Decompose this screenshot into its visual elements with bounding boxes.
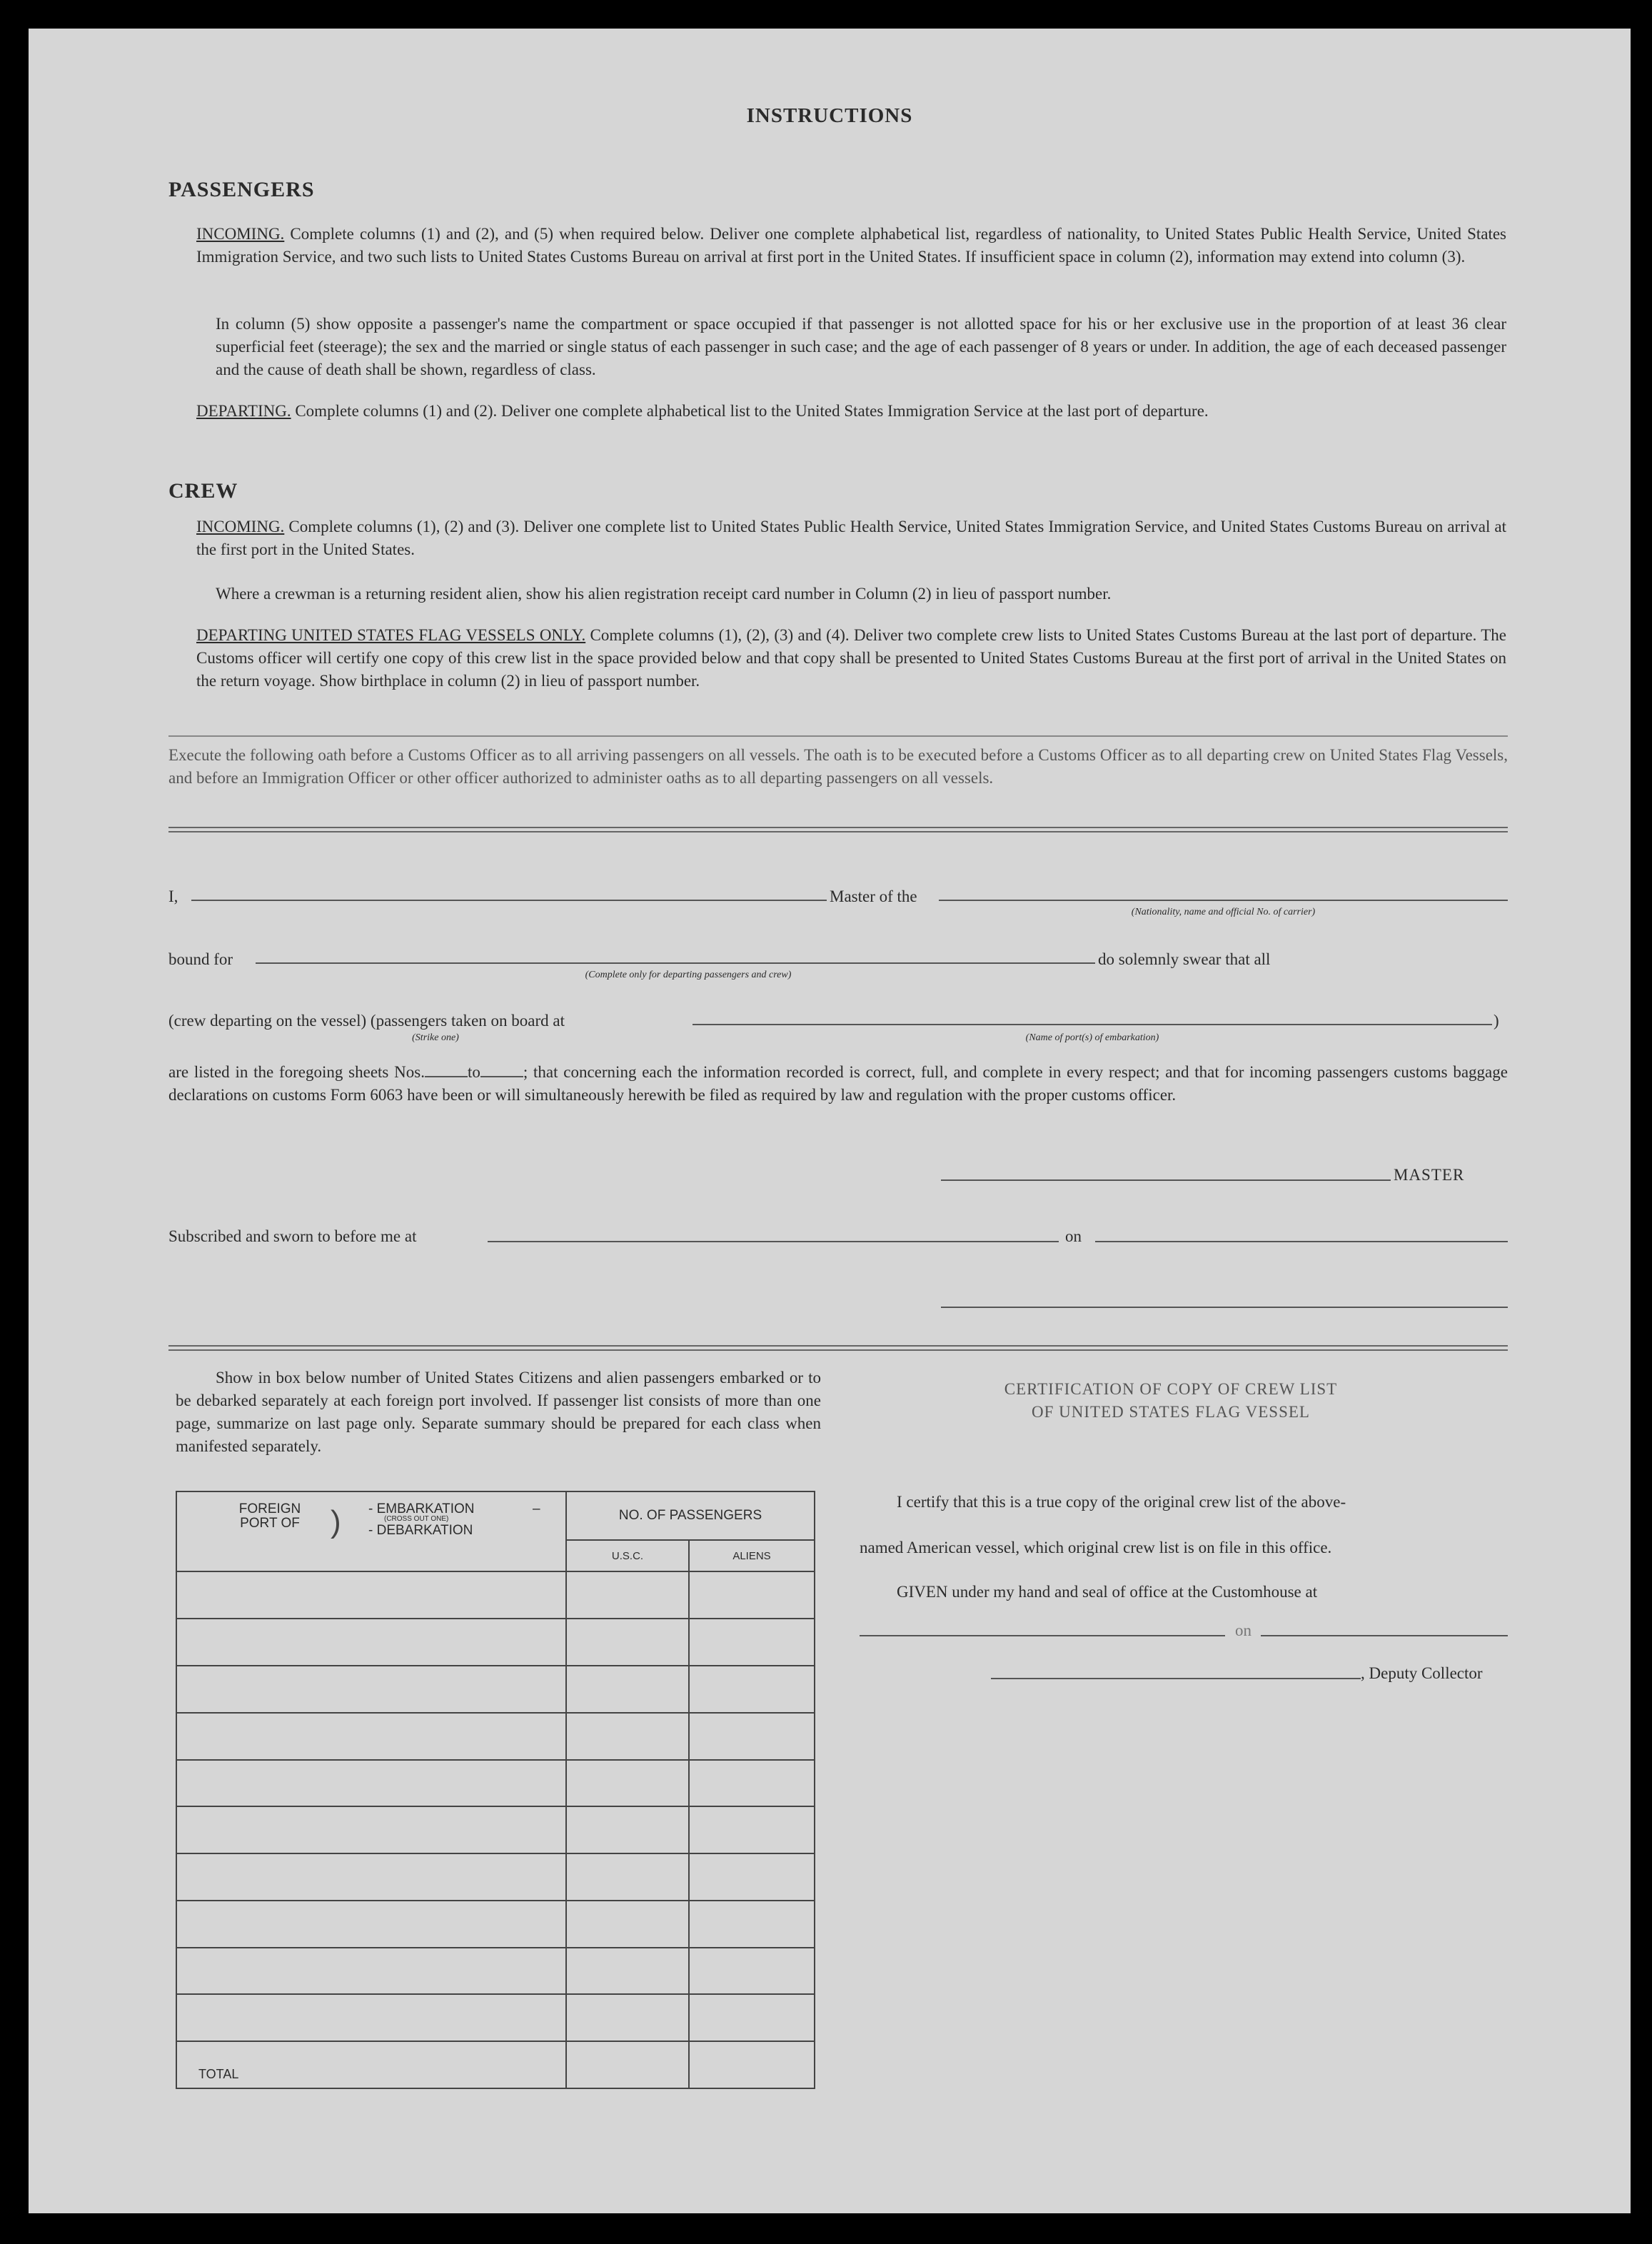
officer-signature-field[interactable] — [941, 1307, 1508, 1308]
usc-cell[interactable] — [566, 1619, 689, 1666]
passengers-departing-text: Complete columns (1) and (2). Deliver one complete alphabetical list to the United States Immigration Service at the last port of departure. — [295, 402, 1209, 420]
bound-for-caption: (Complete only for departing passengers and crew) — [585, 970, 792, 980]
port-cell[interactable] — [176, 1994, 566, 2041]
crew-incoming-label: INCOMING. — [196, 518, 285, 535]
swear-label: do solemnly swear that all — [1095, 948, 1270, 971]
aliens-cell[interactable] — [689, 1666, 815, 1713]
total-label: TOTAL — [176, 2041, 566, 2088]
certification-title-line1: CERTIFICATION OF COPY OF CREW LIST — [1004, 1380, 1338, 1398]
customhouse-field[interactable] — [860, 1635, 1225, 1636]
certify-line2: named American vessel, which original crew list is on file in this office. — [860, 1539, 1332, 1556]
port-cell[interactable] — [176, 1853, 566, 1901]
summary-instructions: Show in box below number of United States Citizens and alien passengers embarked or to be debarked separately at each foreign port involved. If passenger list consists of more than one page, summarize on last page only. Separate summary should be prepared for each class when manifested separately. — [176, 1369, 821, 1455]
crew-departing-label: (crew departing on the vessel) (passengers taken on board at — [168, 1012, 565, 1030]
master-of-label: Master of the — [827, 885, 917, 908]
crew-departing-text: Complete columns (1), (2), (3) and (4). Deliver two complete crew lists to United States Customs Bureau at the last port of departure. The Customs officer will certify one copy of this crew list in the space provided below and that copy shall be presented to United States Customs Bureau at the first port of arrival in the United States on the return voyage. Show birthplace in column (2) in lieu of passport number. — [196, 626, 1507, 690]
foreign-port-of-label: FOREIGN PORT OF — [238, 1501, 301, 1531]
strike-one-caption: (Strike one) — [412, 1032, 459, 1043]
listed-paragraph — [168, 1061, 1508, 1107]
sheet-from-field[interactable] — [425, 1076, 468, 1077]
aliens-cell[interactable] — [689, 1853, 815, 1901]
port-cell[interactable] — [176, 1713, 566, 1760]
divider — [168, 735, 1508, 737]
master-name-field[interactable] — [191, 900, 848, 901]
listed-text-a: are listed in the foregoing sheets Nos. — [168, 1063, 425, 1081]
crew-heading: CREW — [168, 479, 238, 503]
aliens-cell[interactable] — [689, 1619, 815, 1666]
listed-to-label: to — [467, 1063, 480, 1081]
passengers-departing-paragraph — [196, 400, 1506, 423]
page-title: INSTRUCTIONS — [746, 104, 913, 127]
port-cell[interactable] — [176, 1901, 566, 1948]
usc-cell[interactable] — [566, 1853, 689, 1901]
passengers-incoming-text: Complete columns (1) and (2), and (5) when required below. Deliver one complete alphabetical list, regardless of nationality, to United States Public Health Service, United States Immigration Service, and two such lists to United States Customs Bureau on arrival at first port in the United States. If insufficient space in column (2), information may extend into column (3). — [196, 225, 1507, 266]
passengers-departing-label: DEPARTING. — [196, 402, 291, 420]
aliens-cell[interactable] — [689, 1901, 815, 1948]
given-label: GIVEN under my hand and seal of office at the Customhouse at — [897, 1583, 1318, 1601]
crew-incoming-paragraph — [196, 515, 1506, 561]
usc-cell[interactable] — [566, 1666, 689, 1713]
certification-title-line2: OF UNITED STATES FLAG VESSEL — [1032, 1403, 1310, 1421]
listed-text-b: ; that concerning each the information recorded is correct, full, and complete in every respect; and that for incoming passengers customs baggage declarations on customs Form 6063 have been or will simultaneously herewith be filed as required by law and regulation with the proper customs officer. — [168, 1063, 1508, 1104]
embarkation-port-caption: (Name of port(s) of embarkation) — [1025, 1032, 1159, 1043]
passengers-heading: PASSENGERS — [168, 178, 315, 201]
master-signature-field[interactable] — [941, 1179, 1401, 1181]
debarkation-label: - DEBARKATION — [368, 1523, 473, 1538]
port-cell[interactable] — [176, 1948, 566, 1995]
usc-cell[interactable] — [566, 1760, 689, 1807]
oath-instructions: Execute the following oath before a Customs Officer as to all arriving passengers on all vessels. The oath is to be executed before a Customs Officer as to all departing crew on United States Flag Vessels, and before an Immigration Officer or other officer authorized to administer oaths as to all departing passengers on all vessels. — [168, 746, 1508, 787]
usc-cell[interactable] — [566, 1571, 689, 1619]
subscribed-label: Subscribed and sworn to before me at — [168, 1227, 417, 1245]
dash: – — [533, 1501, 540, 1516]
sworn-date-field[interactable] — [1095, 1241, 1508, 1242]
passenger-summary-table — [176, 1491, 815, 2089]
port-cell[interactable] — [176, 1760, 566, 1807]
double-divider — [168, 827, 1508, 832]
passengers-incoming-label: INCOMING. — [196, 225, 285, 243]
crew-departing-label: DEPARTING UNITED STATES FLAG VESSELS ONLY. — [196, 626, 586, 644]
sheet-to-field[interactable] — [480, 1076, 523, 1077]
crew-incoming-text: Complete columns (1), (2) and (3). Deliver one complete list to United States Public Health Service, United States Immigration Service, and United States Customs Bureau on arrival at the first port in the United States. — [196, 518, 1507, 558]
aliens-cell[interactable] — [689, 1571, 815, 1619]
passengers-column5-paragraph: In column (5) show opposite a passenger's name the compartment or space occupied if that passenger is not allotted space for his or her exclusive use in the proportion of at least 36 clear superficial feet (steerage); the sex and the married or single status of each passenger in such case; and the age of each passenger of 8 years or under. In addition, the age of each deceased passenger and the cause of death shall be shown, regardless of class. — [216, 315, 1506, 378]
usc-cell[interactable] — [566, 1806, 689, 1853]
carrier-caption: (Nationality, name and official No. of carrier) — [1131, 907, 1316, 917]
usc-total-cell[interactable] — [566, 2041, 689, 2088]
passengers-incoming-paragraph — [196, 223, 1506, 268]
master-label: MASTER — [1391, 1164, 1464, 1187]
port-header-cell — [176, 1491, 566, 1571]
embarkation-port-field[interactable] — [692, 1024, 1492, 1025]
usc-header: U.S.C. — [566, 1540, 689, 1572]
brace: ) — [331, 1504, 341, 1539]
no-of-passengers-header: NO. OF PASSENGERS — [566, 1491, 815, 1540]
double-divider-2 — [168, 1345, 1508, 1351]
aliens-cell[interactable] — [689, 1948, 815, 1995]
aliens-cell[interactable] — [689, 1760, 815, 1807]
cross-out-one-label: (CROSS OUT ONE) — [384, 1515, 449, 1523]
port-cell[interactable] — [176, 1571, 566, 1619]
close-paren: ) — [1494, 1012, 1499, 1030]
port-cell[interactable] — [176, 1666, 566, 1713]
usc-cell[interactable] — [566, 1901, 689, 1948]
deputy-signature-field[interactable] — [991, 1678, 1361, 1679]
aliens-cell[interactable] — [689, 1994, 815, 2041]
cert-date-field[interactable] — [1261, 1635, 1508, 1636]
usc-cell[interactable] — [566, 1994, 689, 2041]
cert-on-label: on — [1235, 1621, 1251, 1639]
sworn-place-field[interactable] — [488, 1241, 1059, 1242]
crew-resident-paragraph: Where a crewman is a returning resident alien, show his alien registration receipt card number in Column (2) in lieu of passport number. — [216, 585, 1112, 603]
crew-departing-paragraph — [196, 624, 1506, 693]
aliens-total-cell[interactable] — [689, 2041, 815, 2088]
bound-for-label: bound for — [168, 950, 233, 968]
sworn-on-label: on — [1065, 1227, 1082, 1245]
aliens-cell[interactable] — [689, 1713, 815, 1760]
usc-cell[interactable] — [566, 1713, 689, 1760]
embarkation-label: - EMBARKATION — [368, 1501, 475, 1516]
port-cell[interactable] — [176, 1619, 566, 1666]
usc-cell[interactable] — [566, 1948, 689, 1995]
aliens-header: ALIENS — [689, 1540, 815, 1572]
deputy-collector-label: , Deputy Collector — [1361, 1664, 1483, 1682]
oath-i-label: I, — [168, 887, 178, 905]
aliens-cell[interactable] — [689, 1806, 815, 1853]
port-cell[interactable] — [176, 1806, 566, 1853]
document-page — [29, 29, 1631, 2213]
certify-line1: I certify that this is a true copy of the original crew list of the above- — [897, 1493, 1346, 1511]
